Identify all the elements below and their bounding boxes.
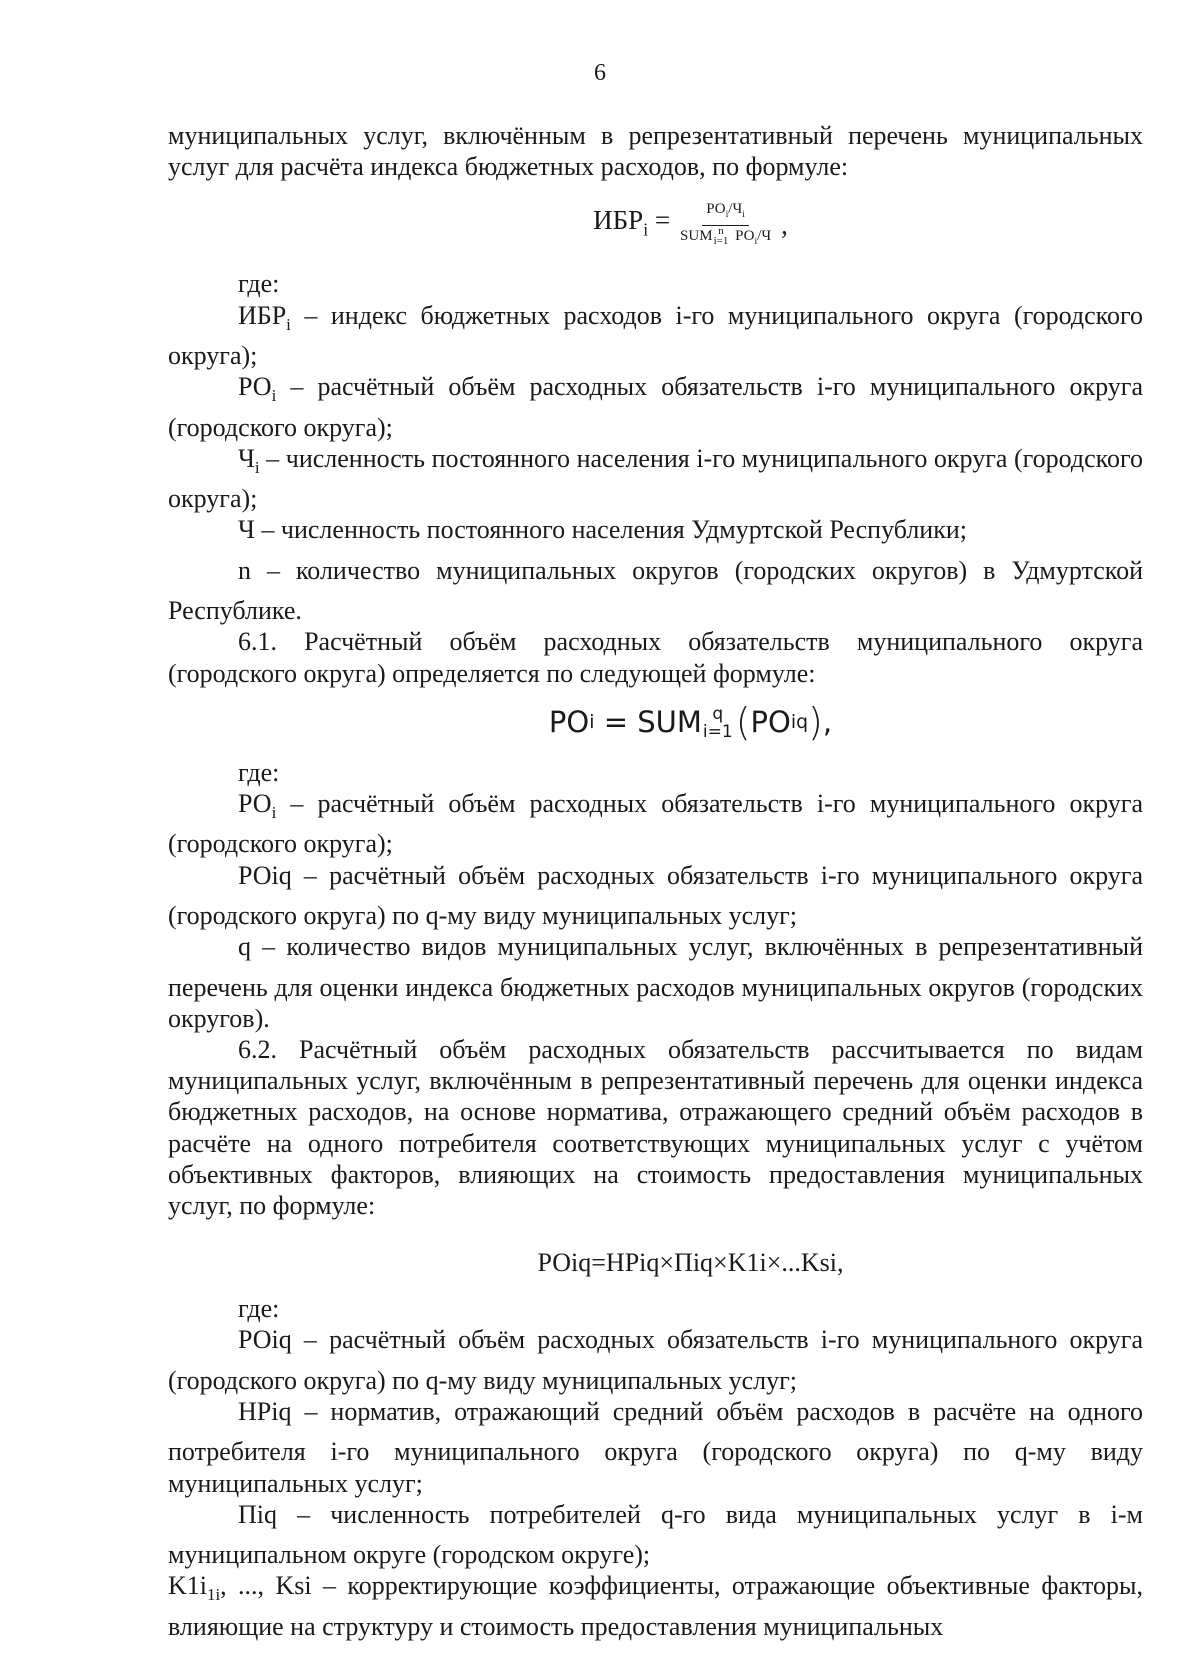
definitions-list-1	[168, 300, 1143, 627]
inner-symbol: РО	[750, 705, 791, 740]
numerator-divisor: /Ч	[728, 200, 743, 217]
definition-text: – численность потребителей q-го вида муниципальных услуг в i-м муниципальном округе (городском округе);	[168, 1499, 1143, 1570]
definition-text: – количество муниципальных округов (городских округов) в Удмуртской Республике.	[168, 555, 1143, 626]
sum-upper: n	[718, 225, 724, 238]
definition-item	[168, 1499, 1143, 1571]
definition-text: – численность постоянного населения Удмуртской Республики;	[254, 515, 967, 545]
definition-symbol: РО	[238, 788, 272, 818]
formula-ro	[168, 689, 1143, 757]
definition-item-k	[168, 1570, 1143, 1642]
where-label: где:	[238, 269, 280, 299]
definition-item	[168, 300, 1143, 372]
definition-subscript: i	[254, 457, 260, 477]
definition-subscript: i	[286, 314, 291, 334]
formula-comma: ,	[781, 209, 788, 240]
definition-text: – расчётный объём расходных обязательств i-го муниципального округа (городского округа) по q-му виду муниципальных услуг;	[168, 860, 1143, 930]
formula-comma: ,	[822, 705, 833, 740]
fraction-denominator	[676, 226, 775, 252]
definition-item	[168, 443, 1143, 515]
formula-equals: =	[594, 705, 638, 740]
sum-upper: q	[712, 703, 724, 724]
formula-roiq: РОiq=НРiq×Пiq×K1i×...Ksi,	[537, 1247, 844, 1277]
definition-text: , ..., Ksi – корректирующие коэффициенты, отражающие объективные факторы, влияющие на структуру и стоимость предоставления муниципальных	[168, 1571, 1143, 1641]
formula-fraction	[676, 199, 775, 252]
definition-text: – численность постоянного населения i-го муниципального округа (городского округа);	[168, 443, 1143, 514]
definition-symbol: ИБР	[238, 300, 287, 330]
denominator-sub: i	[754, 235, 758, 247]
numerator-divisor-sub: i	[742, 208, 745, 220]
inner-subscript: iq	[790, 712, 809, 734]
paren-open: (	[735, 700, 751, 745]
definition-subscript: i	[271, 803, 277, 823]
definition-item	[168, 860, 1143, 932]
definitions-list-3	[168, 1324, 1143, 1570]
where-label: где:	[238, 1294, 280, 1324]
definition-symbol: РОiq	[238, 860, 292, 890]
definition-symbol: Ч	[238, 515, 255, 545]
sum-limits	[703, 705, 733, 741]
definition-item	[168, 514, 1143, 554]
definition-symbol: РОiq	[238, 1325, 292, 1355]
definition-item	[168, 931, 1143, 1034]
numerator-symbol: РО	[706, 200, 726, 217]
formula-sum: SUM	[637, 705, 702, 740]
definition-item	[168, 1324, 1143, 1396]
definition-item	[168, 371, 1143, 443]
formula-symbol: ИБР	[593, 205, 644, 236]
sum-limits	[714, 226, 729, 246]
definition-symbol: q	[238, 932, 251, 962]
definition-text: – расчётный объём расходных обязательств i-го муниципального округа (городского округа);	[168, 372, 1143, 442]
formula-subscript: i	[589, 712, 595, 734]
definition-subscript: 1i	[207, 1585, 221, 1605]
definition-symbol: РО	[238, 372, 272, 402]
definition-text: – норматив, отражающий средний объём расходов в расчёте на одного потребителя i-го муниципального округа (городского округа) по q-му виду муниципальных услуг;	[168, 1396, 1143, 1498]
definition-symbol: n	[238, 555, 251, 585]
definition-symbol: Пiq	[238, 1499, 277, 1529]
numerator-sub: i	[725, 208, 729, 220]
definition-symbol: Ч	[238, 443, 255, 473]
formula-ibr	[168, 182, 1143, 268]
definition-text: – расчётный объём расходных обязательств i-го муниципального округа (городского округа) по q-му виду муниципальных услуг;	[168, 1325, 1143, 1395]
paragraph-6-1: 6.1. Расчётный объём расходных обязательств муниципального округа (городского округа) определяется по следующей формуле:	[168, 627, 1143, 688]
denominator-sum: SUM	[680, 227, 713, 244]
definition-item	[168, 555, 1143, 627]
definition-text: – индекс бюджетных расходов i-го муниципального округа (городского округа);	[168, 300, 1143, 370]
paragraph-6-2: 6.2. Расчётный объём расходных обязательств рассчитывается по видам муниципальных услуг, включённым в репрезентативный перечень для оценки индекса бюджетных расходов, на основе норматива, отражающего средний объём расходов в расчёте на одного потребителя соответствующих муниципальных услуг с учётом объективных факторов, влияющих на стоимость предоставления муниципальных услуг, по формуле:	[168, 1034, 1143, 1220]
formula-equals: =	[654, 205, 671, 236]
sum-lower: i=1	[713, 235, 729, 248]
document-body	[168, 120, 1143, 1642]
fraction-numerator	[702, 199, 749, 226]
page-number: 6	[594, 60, 606, 86]
definition-subscript: i	[271, 386, 277, 406]
where-label: где:	[238, 757, 280, 787]
definitions-list-2	[168, 788, 1143, 1034]
denominator-symbol: РО	[735, 227, 755, 244]
definition-text: – количество видов муниципальных услуг, включённых в репрезентативный перечень для оценки индекса бюджетных расходов муниципальных округов (городских округов).	[168, 932, 1143, 1033]
sum-lower: i=1	[702, 721, 733, 742]
formula-symbol: РО	[548, 705, 590, 740]
paren-close: )	[808, 700, 823, 745]
definition-symbol: НРiq	[238, 1396, 292, 1426]
definition-item	[168, 1396, 1143, 1499]
definition-symbol: K1i	[168, 1571, 207, 1601]
formula-subscript: i	[643, 219, 649, 240]
definition-item	[168, 788, 1143, 860]
intro-paragraph: муниципальных услуг, включённым в репрезентативный перечень муниципальных услуг для расчёта индекса бюджетных расходов, по формуле:	[168, 121, 1143, 182]
definition-text: – расчётный объём расходных обязательств i-го муниципального округа (городского округа);	[168, 788, 1143, 859]
denominator-divisor: /Ч	[757, 227, 772, 244]
